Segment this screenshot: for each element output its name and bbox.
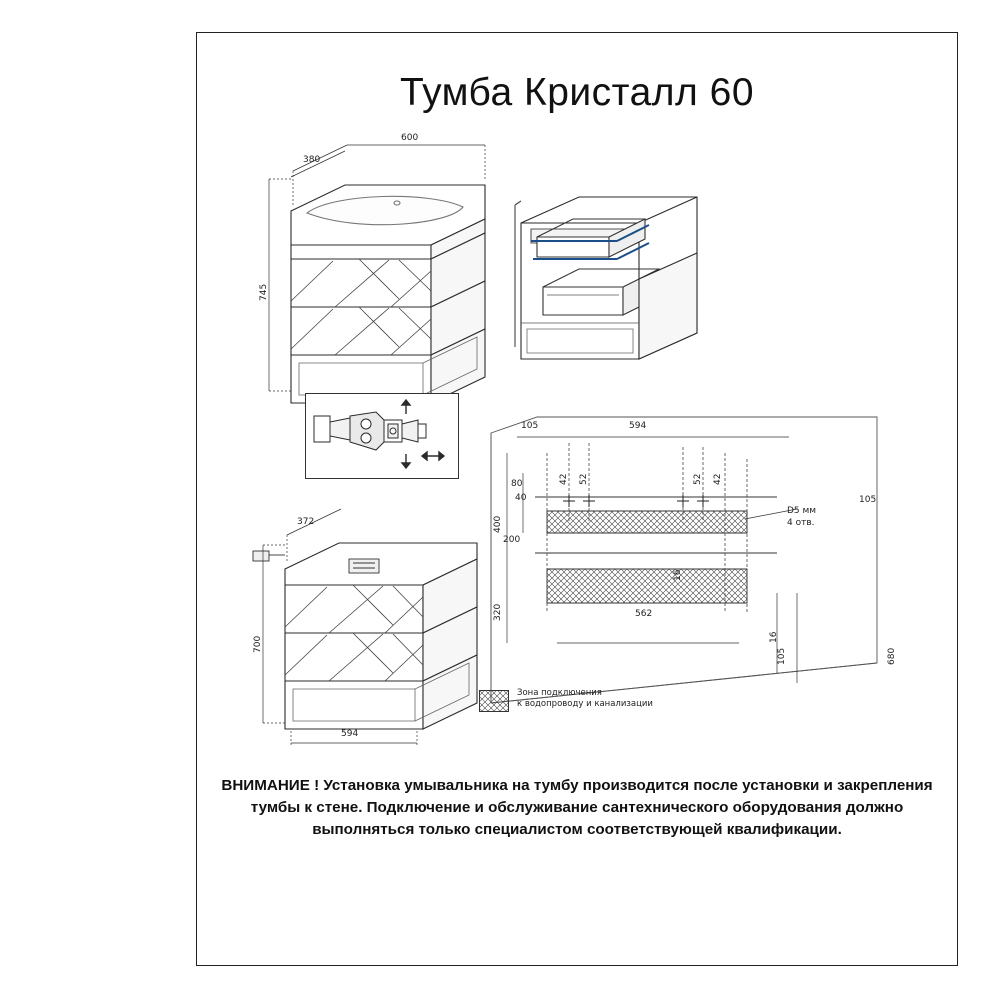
legend-swatch xyxy=(479,690,509,712)
svg-text:4 отв.: 4 отв. xyxy=(787,518,815,528)
svg-text:D5 мм: D5 мм xyxy=(787,506,817,516)
drawing-sheet xyxy=(196,32,958,966)
warning-text: ВНИМАНИЕ ! Установка умывальника на тумбу производится после установки и закрепления тумбы к стене. Подключение и обслуживание сантехнического оборудования должно выполняться только специалистом соответствующей квалификации. xyxy=(221,777,933,839)
hinge-detail-drawing xyxy=(306,394,456,476)
open-drawers-drawing xyxy=(513,183,743,383)
legend-text xyxy=(517,688,653,711)
page-title: Тумба Кристалл 60 xyxy=(399,71,755,114)
legend-line-2: к водопроводу и канализации xyxy=(517,699,653,710)
view-cabinet-only: 372 700 594 xyxy=(245,493,545,763)
view-front-top: 380 600 745 xyxy=(249,141,549,421)
view-mounting-plan: D5 мм 4 отв. 105 594 105 42 52 52 42 80 40 400 200 320 16 562 16 105 680 xyxy=(477,413,917,733)
legend-line-1: Зона подключения xyxy=(517,688,602,698)
hinge-detail-box xyxy=(305,393,459,479)
mounting-plan-drawing xyxy=(477,413,917,733)
front-top-drawing xyxy=(249,141,549,421)
view-open-drawers xyxy=(513,183,743,383)
